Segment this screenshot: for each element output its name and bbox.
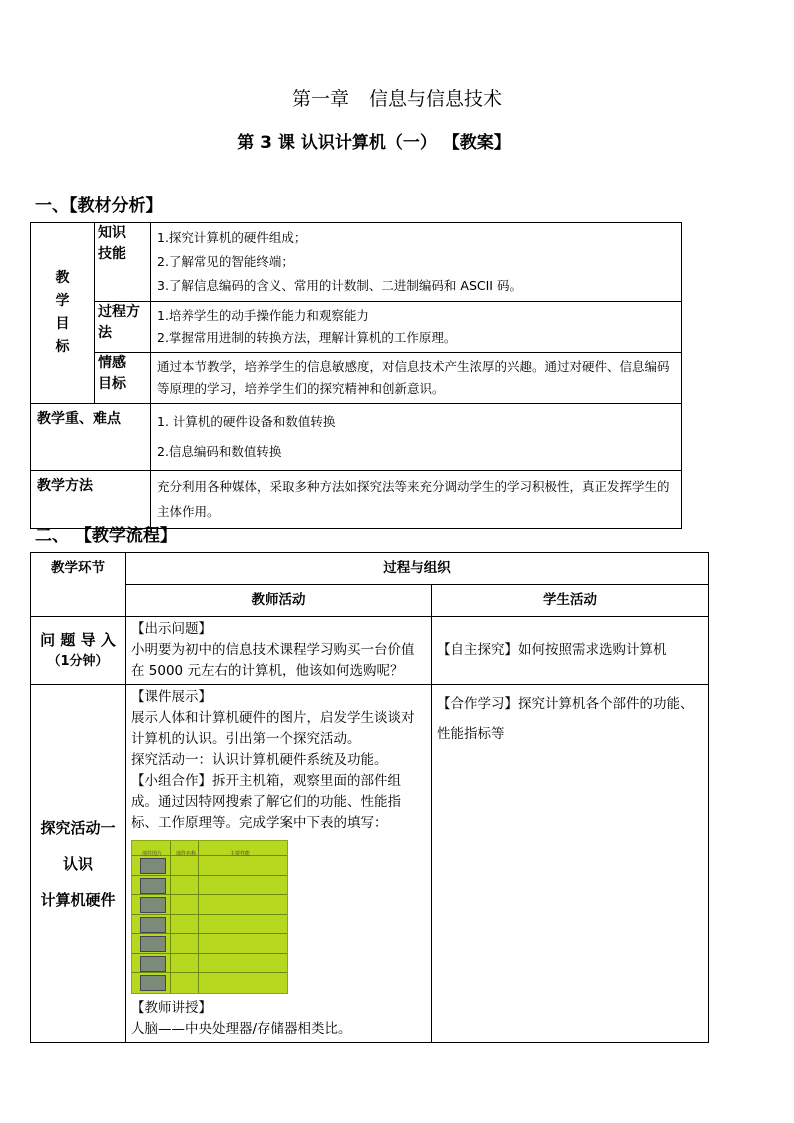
student-activity-intro: 【自主探究】如何按照需求选购计算机 [432,617,709,685]
worksheet-row-divider [132,953,287,954]
method-text: 充分利用各种媒体，采取多种方法如探究法等来充分调动学生的学习积极性，真正发挥学生的主体作用。 [151,471,682,529]
goal-name-line: 知识 [98,225,126,241]
student-activity-explore: 【合作学习】探究计算机各个部件的功能、性能指标等 [432,685,709,1043]
key-point-item: 1. 计算机的硬件设备和数值转换 [157,414,336,429]
goal-label-char: 教 [55,270,70,286]
goal-name-line: 情感 [98,355,126,371]
hardware-part-thumbnail [140,897,166,913]
hardware-part-thumbnail [140,956,166,972]
stage-line: 问 题 导 入 [40,630,116,649]
stage-line: 认识 [62,854,93,873]
teacher-line: 小明要为初中的信息技术课程学习购买一台价值在 5000 元左右的计算机，他该如何选购呢？ [131,642,415,679]
lesson-title: 第 3 课 认识计算机（一） 【教案】 [237,133,511,153]
teacher-activity-explore [126,685,432,1043]
stage-line: 计算机硬件 [40,890,116,909]
flow-table [30,552,709,1043]
hardware-part-thumbnail [140,858,166,874]
goal-item: 2.了解常见的智能终端； [157,254,294,269]
hardware-part-thumbnail [140,936,166,952]
worksheet-row-divider [132,875,287,876]
worksheet-header-cell: 部件图片 [142,851,163,857]
goal-name-line: 过程方 [98,304,140,320]
goal-label-char: 学 [55,293,70,309]
teacher-line: 探究活动一：认识计算机硬件系统及功能。 [131,752,388,768]
teacher-line: 【教师讲授】 [131,1000,212,1016]
analysis-table [30,222,682,529]
worksheet-row-divider [132,914,287,915]
goal-emotion-label [95,353,151,404]
chapter-number: 第一章 [291,88,349,110]
col-teacher-header: 教师活动 [126,585,432,617]
hardware-part-thumbnail [140,975,166,991]
key-point-item: 2.信息编码和数值转换 [157,444,282,459]
goal-item: 1.探究计算机的硬件组成； [157,230,307,245]
stage-explore [31,685,126,1043]
hardware-worksheet-image [131,840,288,994]
teacher-activity-intro [126,617,432,685]
goal-item: 1.培养学生的动手操作能力和观察能力 [157,308,369,323]
stage-line: 探究活动一 [40,818,116,837]
goal-knowledge-items [151,223,682,302]
teacher-line: 【出示问题】 [131,621,212,637]
chapter-title [0,84,794,111]
teacher-line: 【课件展示】 [131,689,212,705]
teacher-line: 展示人体和计算机硬件的图片，启发学生谈谈对计算机的认识。引出第一个探究活动。 [131,710,415,747]
stage-line: （1分钟） [47,653,109,669]
col-stage-header: 教学环节 [31,553,126,617]
goal-item: 2.掌握常用进制的转换方法，理解计算机的工作原理。 [157,330,457,345]
goal-label-char: 目 [55,316,70,332]
hardware-part-thumbnail [140,917,166,933]
goal-item: 3.了解信息编码的含义、常用的计数制、二进制编码和 ASCII 码。 [157,278,522,293]
goal-emotion-text: 通过本节教学，培养学生的信息敏感度，对信息技术产生浓厚的兴趣。通过对硬件、信息编码等原理的学习，培养学生们的探究精神和创新意识。 [151,353,682,404]
section-analysis-heading: 一、【教材分析】 [35,196,163,216]
goal-name-line: 技能 [98,246,126,262]
goal-process-label [95,302,151,353]
goal-label-cell [31,223,95,404]
worksheet-row-divider [132,894,287,895]
goal-process-items [151,302,682,353]
goal-name-line: 目标 [98,376,126,392]
worksheet-header-cell: 部件名称 [176,851,197,857]
hardware-part-thumbnail [140,878,166,894]
method-label: 教学方法 [31,471,151,529]
key-points-items [151,404,682,471]
goal-label-char: 标 [55,339,70,355]
stage-intro [31,617,126,685]
goal-knowledge-label [95,223,151,302]
col-process-header: 过程与组织 [126,553,709,585]
key-points-label: 教学重、难点 [31,404,151,471]
teacher-line: 人脑——中央处理器/存储器相类比。 [131,1021,352,1037]
section-flow-heading: 二、 【教学流程】 [35,526,177,546]
teacher-line: 【小组合作】拆开主机箱，观察里面的部件组成。通过因特网搜索了解它们的功能、性能指标、工作原理等。完成学案中下表的填写： [131,773,401,831]
chapter-name: 信息与信息技术 [369,88,503,110]
worksheet-row-divider [132,933,287,934]
worksheet-header [132,841,287,856]
worksheet-header-cell: 主要性能 [230,851,251,857]
goal-name-line: 法 [98,325,112,341]
worksheet-row-divider [132,972,287,973]
col-student-header: 学生活动 [432,585,709,617]
